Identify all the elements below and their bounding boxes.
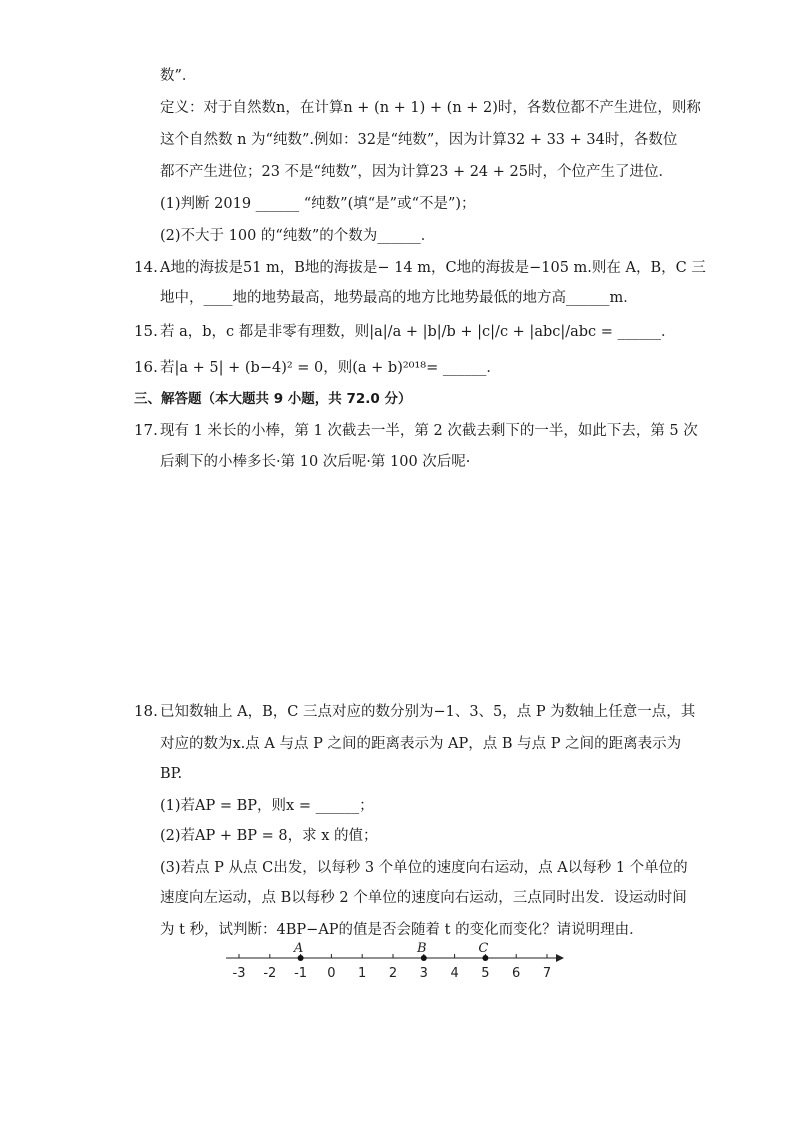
point-label: B — [417, 941, 427, 956]
q18-line: 速度向左运动，点 B以每秒 2 个单位的速度向右运动，三点同时出发．设运动时间 — [160, 890, 687, 906]
q17-line: 后剩下的小棒多长·第 10 次后呢·第 100 次后呢· — [160, 454, 471, 470]
tick-label: 6 — [512, 966, 521, 981]
question-number: 17. — [134, 421, 158, 439]
point-label: A — [293, 941, 304, 956]
point-label: C — [478, 941, 489, 956]
tick-label: 7 — [542, 966, 552, 981]
tick-label: 3 — [419, 966, 428, 981]
q18-line: BP. — [160, 766, 183, 782]
tick-label: 0 — [327, 966, 336, 981]
q18-line: 已知数轴上 A，B，C 三点对应的数分别为−1、3、5，点 P 为数轴上任意一点，其 — [160, 704, 696, 720]
tick-label: -1 — [294, 966, 308, 981]
tick-label: 5 — [481, 966, 490, 981]
tick-label: 1 — [358, 966, 367, 981]
q16-line: 若|a + 5| + (b−4)² = 0，则(a + b)²⁰¹⁸= ______． — [160, 360, 501, 376]
tick-label: 4 — [450, 966, 459, 981]
tick-label: 2 — [388, 966, 398, 981]
question-number: 18. — [134, 702, 158, 720]
q15-line: 若 a，b，c 都是非零有理数，则|a|/a + |b|/b + |c|/c + |abc|/abc = ______． — [160, 324, 676, 340]
q17-line: 现有 1 米长的小棒，第 1 次截去一半，第 2 次截去剩下的一半，如此下去，第 5 次 — [160, 423, 698, 439]
number-line-figure — [222, 938, 572, 986]
q18-line: 对应的数为x.点 A 与点 P 之间的距离表示为 AP，点 B 与点 P 之间的距离表示为 — [160, 736, 682, 752]
text-line: (1)判断 2019 ______ “纯数”(填“是”或“不是”)； — [160, 196, 476, 212]
tick-label: -2 — [263, 966, 277, 981]
q18-line: (2)若AP + BP = 8，求 x 的值； — [160, 828, 378, 844]
text-line: 都不产生进位；23 不是“纯数”，因为计算23 + 24 + 25时，个位产生了进位． — [160, 164, 673, 180]
question-number: 16. — [134, 358, 158, 376]
number-line — [222, 938, 572, 986]
section-heading: 三、解答题（本大题共 9 小题，共 72.0 分） — [134, 391, 412, 407]
tick-label: -3 — [232, 966, 246, 981]
question-number: 14. — [134, 258, 158, 276]
question-number: 15. — [134, 322, 158, 340]
q18-line: 为 t 秒，试判断：4BP−AP的值是否会随着 t 的变化而变化？请说明理由． — [160, 922, 644, 938]
q14-line: A地的海拔是51 m，B地的海拔是− 14 m，C地的海拔是−105 m.则在 A，B，C 三 — [160, 260, 706, 276]
text-line: (2)不大于 100 的“纯数”的个数为______． — [160, 228, 436, 244]
text-line: 这个自然数 n 为“纯数”.例如：32是“纯数”，因为计算32 + 33 + 34时，各数位 — [160, 132, 678, 148]
text-line: 定义：对于自然数n，在计算n + (n + 1) + (n + 2)时，各数位都不产生进位，则称 — [160, 100, 701, 116]
q18-line: (3)若点 P 从点 C出发，以每秒 3 个单位的速度向右运动，点 A以每秒 1 个单位的 — [160, 860, 688, 876]
q14-line: 地中，____地的地势最高，地势最高的地方比地势最低的地方高______m． — [160, 290, 638, 306]
text-line: 数”． — [160, 68, 197, 84]
q18-line: (1)若AP = BP，则x = ______； — [160, 798, 374, 814]
arrow-right-icon — [556, 954, 564, 962]
